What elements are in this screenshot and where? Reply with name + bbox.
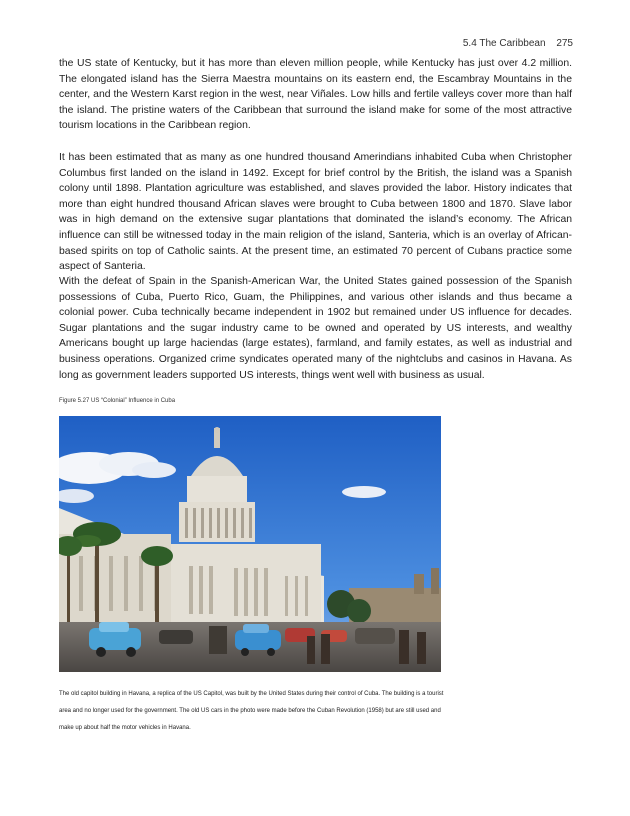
page-number: 275	[556, 38, 573, 49]
capitol-photo	[59, 416, 441, 672]
section-title: 5.4 The Caribbean	[462, 38, 546, 49]
body-paragraph: the US state of Kentucky, but it has more than eleven million people, while Kentucky has just over 4.2 million. The elongated island has the Sierra Maestra mountains on its eastern end, the Escambray Mountains in the center, and the Western Karst region in the west, near Viñales. Low hills and fertile valleys cover more than half the island. The pristine waters of the Caribbean that surround the island make for some of the most attractive tourism locations in the Caribbean region.	[59, 58, 572, 132]
figure-title: Figure 5.27 US “Colonial” Influence in Cuba	[59, 398, 176, 404]
figure-caption: The old capitol building in Havana, a replica of the US Capitol, was built by the United States during their control of Cuba. The building is a tourist area and no longer used for the government. The old US cars in the photo were made before the Cuban Revolution (1958) but are still used and make up about half the motor vehicles in Havana.	[59, 691, 444, 731]
body-paragraph: It has been estimated that as many as one hundred thousand Amerindians inhabited Cuba when Christopher Columbus first landed on the island in 1492. Except for brief control by the British, the island was a Spanish colony until 1898. Plantation agriculture was established, and slaves provided the labor. History indicates that more than eight hundred thousand African slaves were brought to Cuba between 1800 and 1870. Slave labor was in high demand on the extensive sugar plantations that dominated the island’s economy. The African influence can still be witnessed today in the main religion of the island, Santeria, which is an overlay of African-based spirits on top of Catholic saints. At the present time, an estimated 70 percent of Cubans practice some aspect of Santeria.	[59, 152, 572, 273]
running-header	[455, 38, 573, 49]
body-paragraph: With the defeat of Spain in the Spanish-American War, the United States gained possession of the Spanish possessions of Cuba, Puerto Rico, Guam, the Philippines, and various other islands and thus became a colonial power. Cuba technically became independent in 1902 but remained under US influence for decades. Sugar plantations and the sugar industry came to be owned and operated by US interests, and wealthy Americans bought up large haciendas (large estates), farmland, and family estates, as well as industrial and business operations. Organized crime syndicates operated many of the nightclubs and casinos in Havana. As long as government leaders supported US interests, things went well with business as usual.	[59, 276, 572, 381]
